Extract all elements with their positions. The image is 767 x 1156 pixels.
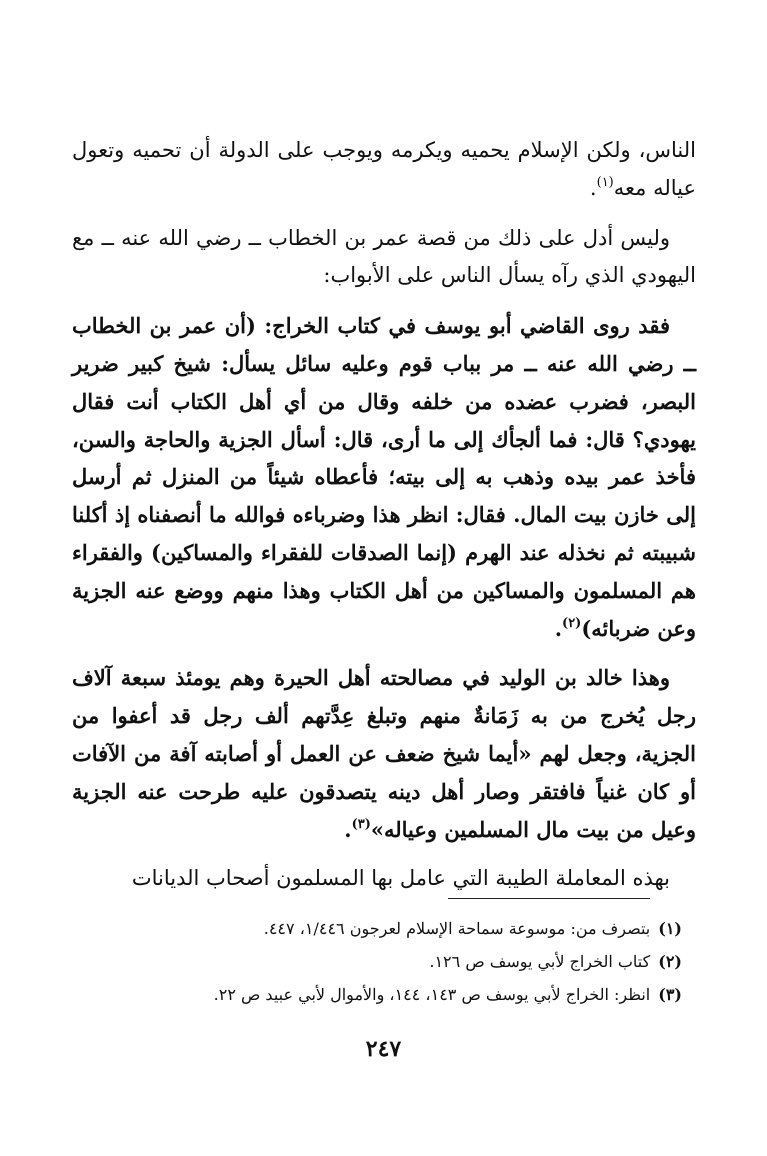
- paragraph-3-end: .: [554, 615, 563, 641]
- footnote-3-number: (٣): [658, 985, 682, 1004]
- footnote-ref-2: (٢): [562, 615, 582, 631]
- footnote-1: [100, 912, 682, 945]
- footnote-1-number: (١): [658, 919, 682, 938]
- footnote-ref-1: (١): [596, 174, 614, 190]
- paragraph-4: [72, 659, 696, 848]
- footnote-2-number: (٢): [658, 952, 682, 971]
- paragraph-1-text: الناس، ولكن الإسلام يحميه ويكرمه ويوجب على الدولة أن تحميه وتعول عياله معه: [72, 138, 696, 200]
- footnote-ref-3: (٣): [351, 816, 371, 832]
- footnote-3-text: انظر: الخراج لأبي يوسف ص ١٤٣، ١٤٤، والأموال لأبي عبيد ص ٢٢.: [213, 985, 651, 1004]
- paragraph-2-text: وليس أدل على ذلك من قصة عمر بن الخطاب ــ رضي الله عنه ــ مع اليهودي الذي رآه يسأل الناس على الأبواب:: [72, 225, 696, 288]
- paragraph-2: [72, 220, 696, 296]
- paragraph-3-text: فقد روى القاضي أبو يوسف في كتاب الخراج: (أن عمر بن الخطاب ــ رضي الله عنه ــ مر بباب قوم وعليه سائل يسأل: شيخ كبير ضرير البصر، فضرب عضده من خلفه وقال من أي أهل الكتاب أنت فقال يهودي؟ قال: فما ألجأك إلى ما أرى، قال: أسأل الجزية والحاجة والسن، فأخذ عمر بيده وذهب به إلى بيته؛ فأعطاه شيئاً من المنزل ثم أرسل إلى خازن بيت المال. فقال: انظر هذا وضرباءه فوالله ما أنصفناه إذ أكلنا شبيبته ثم نخذله عند الهرم (إنما الصدقات للفقراء والمساكين) والفقراء هم المسلمون والمساكين من أهل الكتاب وهذا منهم ووضع عنه الجزية وعن ضربائه): [72, 313, 696, 641]
- paragraph-1: [72, 132, 696, 208]
- footnote-3: [100, 978, 682, 1011]
- paragraph-1-end: .: [589, 175, 597, 200]
- paragraph-3: [72, 307, 696, 647]
- footnotes: [100, 912, 682, 1011]
- paragraph-4-end: .: [344, 816, 352, 842]
- footnote-2-text: كتاب الخراج لأبي يوسف ص ١٢٦.: [429, 952, 651, 971]
- footnote-separator: [448, 898, 650, 899]
- paragraph-4-text: وهذا خالد بن الوليد في مصالحته أهل الحيرة وهم يومئذ سبعة آلاف رجل يُخرج من به زَمَانةٌ منهم وتبلغ عِدَّتهم ألف رجل قد أعفوا من الجزية، وجعل لهم «أيما شيخ ضعف عن العمل أو أصابته آفة من الآفات أو كان غنياً فافتقر وصار أهل دينه يتصدقون عليه طرحت عنه الجزية وعيل من بيت مال المسلمين وعياله»: [72, 665, 697, 842]
- footnote-2: [100, 945, 682, 978]
- page-number: ٢٤٧: [365, 1036, 402, 1062]
- footnote-1-text: بتصرف من: موسوعة سماحة الإسلام لعرجون ١/٤٤٦، ٤٤٧.: [263, 919, 651, 938]
- paragraph-5: [72, 860, 696, 898]
- body-text: [72, 132, 696, 898]
- paragraph-5-text: بهذه المعاملة الطيبة التي عامل بها المسلمون أصحاب الديانات: [131, 866, 670, 891]
